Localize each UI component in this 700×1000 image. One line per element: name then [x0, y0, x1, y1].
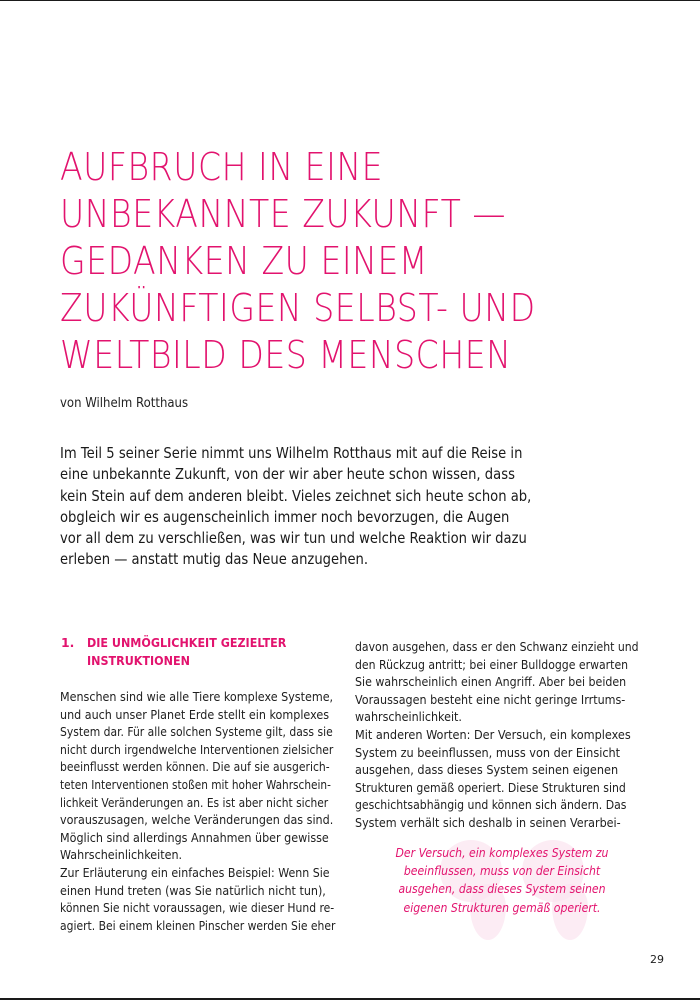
body-line: System dar. Für alle solchen Systeme gilt, dass sie: [60, 724, 333, 740]
article-title: [60, 144, 660, 379]
body-line: teten Interventionen stoßen mit hoher Wahrschein-: [60, 776, 331, 792]
body-line: und auch unser Planet Erde stellt ein komplexes: [60, 706, 330, 722]
body-line: wahrscheinlichkeit.: [355, 709, 462, 725]
body-line: System zu beeinflussen, muss von der Einsicht: [355, 744, 621, 760]
title-line: WELTBILD DES MENSCHEN: [60, 333, 512, 378]
lead-line: kein Stein auf dem anderen bleibt. Vieles zeichnet sich heute schon ab,: [60, 486, 532, 505]
title-line: ZUKÜNFTIGEN SELBST- UND: [60, 286, 536, 331]
page-number: 29: [650, 953, 664, 966]
body-line: vorauszusagen, welche Veränderungen das sind.: [60, 812, 334, 828]
author-byline: von Wilhelm Rotthaus: [60, 396, 189, 411]
lead-line: vor all dem zu verschließen, was wir tun und welche Reaktion wir dazu: [60, 529, 527, 548]
title-line: AUFBRUCH IN EINE: [60, 145, 384, 190]
lead-line: erleben — anstatt mutig das Neue anzugehen.: [60, 550, 369, 569]
lead-line: eine unbekannte Zukunft, von der wir aber heute schon wissen, dass: [60, 465, 515, 484]
left-column: [60, 634, 336, 934]
right-column: [355, 638, 641, 832]
body-line: Voraussagen besteht eine nicht geringe Irrtums-: [355, 691, 626, 707]
body-line: Strukturen gemäß operiert. Diese Strukturen sind: [355, 779, 626, 795]
pull-quote-line: ausgehen, dass dieses System seinen: [398, 881, 606, 897]
body-line: lichkeit Veränderungen an. Es ist aber nicht sicher: [60, 794, 329, 810]
pull-quote: [362, 844, 642, 917]
pull-quote-line: eigenen Strukturen gemäß operiert.: [403, 899, 601, 915]
body-line: Zur Erläuterung ein einfaches Beispiel: Wenn Sie: [60, 864, 330, 880]
section-heading-line: DIE UNMÖGLICHKEIT GEZIELTER: [87, 635, 287, 650]
body-line: Menschen sind wie alle Tiere komplexe Systeme,: [60, 689, 334, 704]
body-line: Sie wahrscheinlich einen Angriff. Aber bei beiden: [355, 674, 627, 690]
title-line: UNBEKANNTE ZUKUNFT —: [60, 192, 506, 237]
lead-paragraph: [60, 443, 680, 571]
pull-quote-line: beeinflussen, muss von der Einsicht: [403, 863, 601, 879]
page-top-edge: [0, 0, 700, 1]
body-line: beeinflusst werden können. Die auf sie ausgerich-: [60, 759, 330, 775]
body-line: Wahrscheinlichkeiten.: [60, 847, 183, 863]
body-line: davon ausgehen, dass er den Schwanz einzieht und: [355, 639, 639, 654]
body-line: ausgehen, dass dieses System seinen eigenen: [355, 762, 619, 778]
body-line: agiert. Bei einem kleinen Pinscher werden Sie eher: [60, 917, 336, 933]
body-line: den Rückzug antritt; bei einer Bulldogge erwarten: [355, 656, 629, 672]
body-line: Mit anderen Worten: Der Versuch, ein komplexes: [355, 726, 631, 742]
body-line: System verhält sich deshalb in seinen Verarbei-: [355, 814, 621, 830]
body-line: nicht durch irgendwelche Interventionen zielsicher: [60, 741, 334, 757]
title-line: GEDANKEN ZU EINEM: [60, 239, 428, 284]
lead-line: obgleich wir es augenscheinlich immer noch bevorzugen, die Augen: [60, 507, 510, 526]
body-line: Möglich sind allerdings Annahmen über gewisse: [60, 829, 329, 845]
lead-line: Im Teil 5 seiner Serie nimmt uns Wilhelm Rotthaus mit auf die Reise in: [60, 444, 523, 462]
body-line: einen Hund treten (was Sie natürlich nicht tun),: [60, 882, 326, 898]
body-line: können Sie nicht voraussagen, wie dieser Hund re-: [60, 900, 335, 916]
section-heading: [60, 634, 331, 670]
section-number: 1.: [61, 635, 75, 650]
section-heading-line: INSTRUKTIONEN: [87, 653, 190, 668]
body-paragraph: [60, 688, 336, 934]
pull-quote-line: Der Versuch, ein komplexes System zu: [395, 845, 609, 860]
body-line: geschichtsabhängig und können sich ändern. Das: [355, 797, 627, 813]
